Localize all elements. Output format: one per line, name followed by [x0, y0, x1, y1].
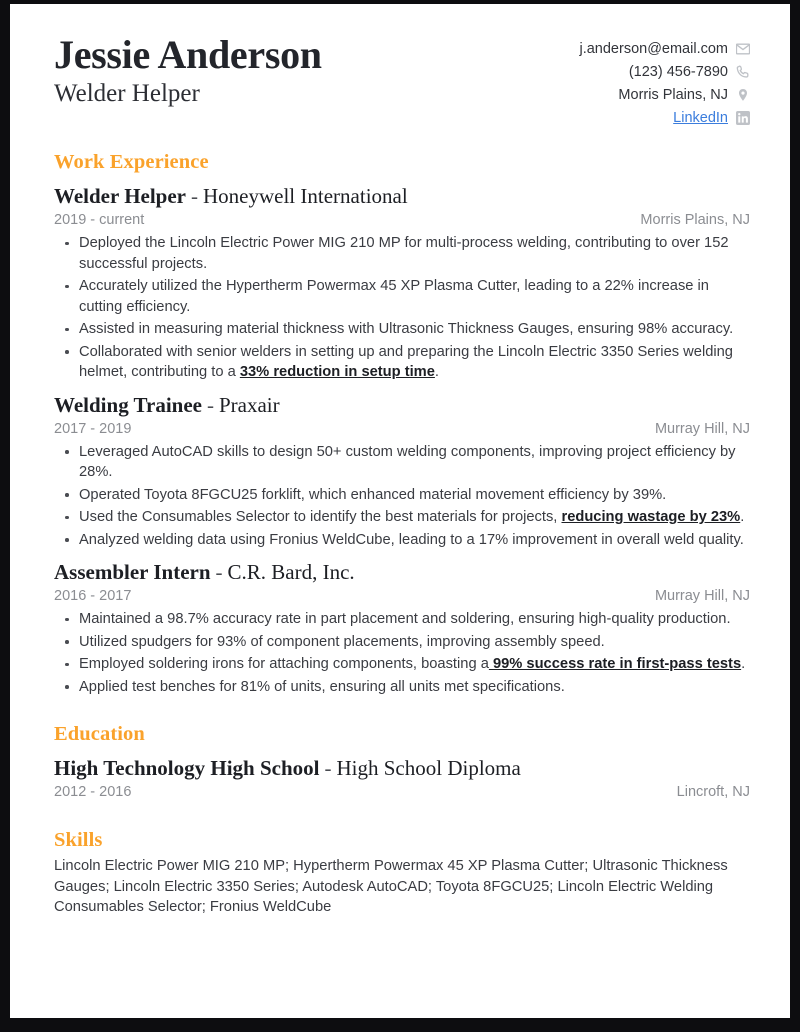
- contact-row: [579, 61, 750, 83]
- bullet-highlight: reducing wastage by 23%: [561, 509, 741, 525]
- contact-text[interactable]: LinkedIn: [673, 110, 728, 126]
- resume-entry: [54, 559, 750, 697]
- entry-separator: -: [215, 560, 223, 584]
- contact-text: j.anderson@email.com: [579, 41, 728, 57]
- entry-dates: 2019 - current: [54, 212, 145, 228]
- entry-primary: High Technology High School: [54, 756, 320, 780]
- skills-list: Lincoln Electric Power MIG 210 MP; Hypertherm Powermax 45 XP Plasma Cutter; Ultrasonic Thickness Gauges; Lincoln Electric 3350 Series; Autodesk AutoCAD; Toyota 8FGCU25; Lincoln Electric Welding Consumables Selector; Fronius WeldCube: [54, 858, 728, 915]
- entry-heading: [54, 755, 750, 781]
- candidate-name: Jessie Anderson: [54, 32, 322, 77]
- entry-separator: -: [324, 756, 332, 780]
- entry-primary: Welding Trainee: [54, 392, 202, 417]
- entry-secondary: Honeywell International: [203, 184, 408, 208]
- bullet-text: Assisted in measuring material thickness with Ultrasonic Thickness Gauges, ensuring 98% accuracy.: [79, 321, 734, 337]
- candidate-role: Welder Helper: [54, 80, 200, 107]
- entry-location: Lincroft, NJ: [676, 784, 750, 800]
- entry-secondary: High School Diploma: [336, 756, 521, 780]
- entry-secondary: C.R. Bard, Inc.: [227, 560, 355, 584]
- entry-separator: -: [206, 392, 214, 417]
- contact-block: [579, 30, 750, 130]
- section-title: Work Experience: [54, 151, 209, 173]
- bullet-text: Employed soldering irons for attaching components, boasting a: [79, 656, 489, 672]
- entry-location: Morris Plains, NJ: [640, 212, 750, 228]
- bullet-item: [54, 342, 750, 383]
- bullet-text: Maintained a 98.7% accuracy rate in part placement and soldering, ensuring high-quality production.: [79, 611, 731, 627]
- entry-bullets: [54, 233, 750, 383]
- entry-meta: [54, 586, 750, 606]
- contact-text: Morris Plains, NJ: [618, 87, 728, 103]
- bullet-item: [54, 609, 750, 630]
- contact-row: [579, 38, 750, 60]
- bullet-item: [54, 677, 750, 698]
- entry-bullets: [54, 442, 750, 551]
- entry-bullets: [54, 609, 750, 697]
- section-title: Education: [54, 723, 145, 745]
- entry-meta: [54, 782, 750, 802]
- contact-row[interactable]: [579, 107, 750, 129]
- resume-entry: [54, 183, 750, 383]
- resume-sections: [54, 150, 750, 802]
- bullet-item: [54, 654, 750, 675]
- bullet-text: Accurately utilized the Hypertherm Powermax 45 XP Plasma Cutter, leading to a 22% increase in cutting efficiency.: [79, 278, 709, 315]
- section-title-skills: Skills: [54, 829, 103, 851]
- bullet-item: [54, 632, 750, 653]
- resume-entry: [54, 755, 750, 802]
- bullet-text: .: [741, 656, 746, 672]
- bullet-text: Applied test benches for 81% of units, ensuring all units met specifications.: [79, 678, 565, 695]
- entry-primary: Assembler Intern: [54, 560, 211, 584]
- bullet-text: Collaborated with senior welders in setting up and preparing the Lincoln Electric 3350 Series welding helmet, contributing to a: [79, 343, 733, 380]
- bullet-text: .: [740, 509, 745, 525]
- resume-entry: [54, 392, 750, 551]
- bullet-item: [54, 442, 750, 483]
- bullet-text: Deployed the Lincoln Electric Power MIG 210 MP for multi-process welding, contributing to over 152 successful projects.: [79, 235, 729, 272]
- identity-block: [54, 30, 322, 109]
- entry-primary: Welder Helper: [54, 184, 186, 208]
- bullet-item: [54, 485, 750, 506]
- section-skills: [54, 828, 750, 918]
- envelope-icon: [736, 42, 750, 56]
- entry-heading: [54, 559, 750, 585]
- bullet-text: Utilized spudgers for 93% of component placements, improving assembly speed.: [79, 633, 605, 650]
- entry-location: Murray Hill, NJ: [654, 588, 750, 604]
- bullet-item: [54, 507, 750, 528]
- entry-dates: 2012 - 2016: [54, 784, 132, 800]
- entry-separator: -: [191, 184, 198, 208]
- entry-dates: 2017 - 2019: [54, 420, 132, 437]
- bullet-text: Analyzed welding data using Fronius WeldCube, leading to a 17% improvement in overall weld quality.: [79, 531, 744, 548]
- entry-meta: [54, 419, 750, 439]
- entry-secondary: Praxair: [218, 392, 280, 417]
- entry-heading: [54, 183, 750, 209]
- section-work-experience: [54, 150, 750, 697]
- linkedin-icon: [736, 111, 750, 125]
- bullet-text: Leveraged AutoCAD skills to design 50+ custom welding components, improving project efficiency by 28%.: [79, 443, 736, 480]
- resume-header: [54, 30, 750, 130]
- resume-page: [10, 4, 790, 1018]
- entry-meta: [54, 210, 750, 230]
- bullet-text: .: [434, 364, 439, 380]
- contact-row: [579, 84, 750, 106]
- bullet-text: Operated Toyota 8FGCU25 forklift, which enhanced material movement efficiency by 39%.: [79, 486, 667, 503]
- map-pin-icon: [736, 88, 750, 102]
- entry-dates: 2016 - 2017: [54, 588, 132, 604]
- phone-icon: [736, 65, 750, 79]
- entry-location: Murray Hill, NJ: [654, 420, 750, 437]
- bullet-item: [54, 319, 750, 340]
- bullet-highlight: 33% reduction in setup time: [239, 364, 435, 380]
- section-education: [54, 722, 750, 802]
- bullet-item: [54, 276, 750, 317]
- bullet-item: [54, 530, 750, 551]
- bullet-item: [54, 233, 750, 274]
- entry-heading: [54, 392, 750, 418]
- bullet-text: Used the Consumables Selector to identify the best materials for projects,: [79, 509, 562, 525]
- bullet-highlight: 99% success rate in first-pass tests: [488, 656, 742, 672]
- contact-text: (123) 456-7890: [628, 64, 728, 80]
